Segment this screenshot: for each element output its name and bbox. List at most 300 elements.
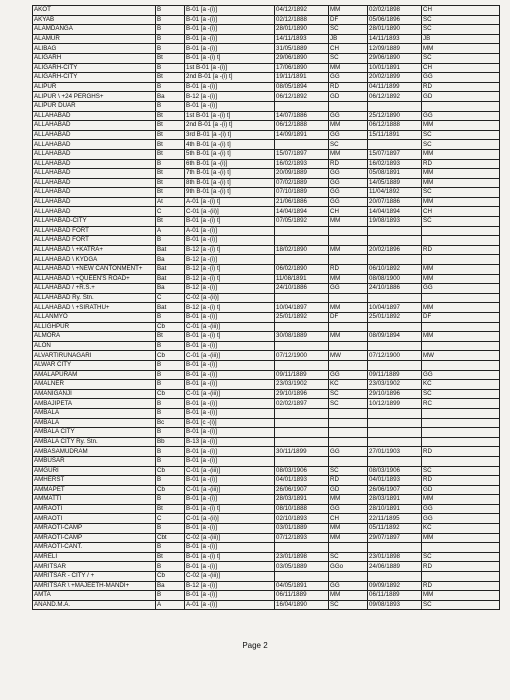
class-cell: B xyxy=(156,562,185,572)
class-cell: B xyxy=(156,15,185,25)
earliest-date-cell: 03/01/1889 xyxy=(275,524,329,534)
table-row xyxy=(33,351,500,361)
latest-date-cell: 06/10/1892 xyxy=(368,265,422,275)
class-cell: Bt xyxy=(156,121,185,131)
postmark-type-cell: 4th B-01 [a -(i) t] xyxy=(185,140,275,150)
earliest-initials-cell: MM xyxy=(329,217,368,227)
office-name-cell: ALLAHABAD-CITY xyxy=(33,217,156,227)
table-row xyxy=(33,380,500,390)
class-cell: B xyxy=(156,399,185,409)
latest-initials-cell: SC xyxy=(422,466,500,476)
table-row xyxy=(33,226,500,236)
earliest-initials-cell xyxy=(329,360,368,370)
earliest-initials-cell: RD xyxy=(329,265,368,275)
class-cell: Cb xyxy=(156,572,185,582)
office-name-cell: ALIPUR DUAR xyxy=(33,101,156,111)
class-cell: B xyxy=(156,6,185,16)
earliest-date-cell xyxy=(275,101,329,111)
latest-date-cell: 10/01/1891 xyxy=(368,63,422,73)
latest-date-cell xyxy=(368,408,422,418)
postmark-type-cell: B-01 [a -(i)] xyxy=(185,360,275,370)
postmark-type-cell: B-01 [a -(i)] xyxy=(185,6,275,16)
office-name-cell: ALLAHABAD xyxy=(33,149,156,159)
table-row xyxy=(33,130,500,140)
class-cell: B xyxy=(156,159,185,169)
latest-initials-cell: SC xyxy=(422,130,500,140)
postmark-type-cell: A-01 [a -(i)] xyxy=(185,600,275,610)
latest-date-cell: 24/06/1889 xyxy=(368,562,422,572)
office-name-cell: AMALNER xyxy=(33,380,156,390)
class-cell: B xyxy=(156,44,185,54)
earliest-date-cell: 14/04/1894 xyxy=(275,207,329,217)
latest-date-cell: 24/10/1886 xyxy=(368,284,422,294)
class-cell: A xyxy=(156,600,185,610)
earliest-initials-cell: GG xyxy=(329,447,368,457)
class-cell: Bc xyxy=(156,418,185,428)
earliest-date-cell xyxy=(275,543,329,553)
latest-initials-cell: MM xyxy=(422,44,500,54)
office-name-cell: ALVARTIRUNAGARI xyxy=(33,351,156,361)
class-cell: B xyxy=(156,313,185,323)
latest-date-cell: 05/06/1896 xyxy=(368,15,422,25)
postmark-type-cell: B-01 [a -(i)] xyxy=(185,591,275,601)
latest-date-cell: 28/01/1890 xyxy=(368,25,422,35)
earliest-initials-cell: JB xyxy=(329,34,368,44)
postmark-type-cell: C-02 [a -(iii)] xyxy=(185,533,275,543)
postmark-type-cell: B-12 [a -(i)] xyxy=(185,581,275,591)
earliest-date-cell: 08/10/1888 xyxy=(275,504,329,514)
earliest-initials-cell: MM xyxy=(329,591,368,601)
earliest-initials-cell xyxy=(329,428,368,438)
class-cell: Bt xyxy=(156,169,185,179)
table-row xyxy=(33,418,500,428)
table-row xyxy=(33,34,500,44)
earliest-date-cell: 08/03/1906 xyxy=(275,466,329,476)
earliest-date-cell: 23/01/1898 xyxy=(275,552,329,562)
latest-date-cell: 20/02/1896 xyxy=(368,245,422,255)
earliest-initials-cell: GG xyxy=(329,111,368,121)
class-cell: Bt xyxy=(156,149,185,159)
latest-date-cell: 06/11/1889 xyxy=(368,591,422,601)
latest-date-cell: 22/11/1895 xyxy=(368,514,422,524)
earliest-date-cell: 10/04/1897 xyxy=(275,303,329,313)
latest-initials-cell: CH xyxy=(422,63,500,73)
earliest-initials-cell: RD xyxy=(329,82,368,92)
table-row xyxy=(33,274,500,284)
earliest-initials-cell: GG xyxy=(329,169,368,179)
class-cell: C xyxy=(156,514,185,524)
office-name-cell: AMRELI xyxy=(33,552,156,562)
earliest-date-cell: 14/11/1893 xyxy=(275,34,329,44)
earliest-date-cell: 06/12/1888 xyxy=(275,121,329,131)
class-cell: B xyxy=(156,341,185,351)
latest-initials-cell xyxy=(422,226,500,236)
latest-initials-cell: SC xyxy=(422,15,500,25)
earliest-date-cell: 09/11/1889 xyxy=(275,370,329,380)
latest-initials-cell: MM xyxy=(422,178,500,188)
latest-date-cell: 05/08/1891 xyxy=(368,169,422,179)
earliest-date-cell xyxy=(275,437,329,447)
earliest-date-cell xyxy=(275,255,329,265)
latest-initials-cell: RD xyxy=(422,581,500,591)
class-cell: Bt xyxy=(156,111,185,121)
postmark-type-cell: B-01 [a -(i) t] xyxy=(185,332,275,342)
latest-initials-cell: RD xyxy=(422,159,500,169)
earliest-date-cell xyxy=(275,572,329,582)
office-name-cell: ALIPUR xyxy=(33,82,156,92)
office-name-cell: ALLAHABAD \ KYDGA xyxy=(33,255,156,265)
table-row xyxy=(33,236,500,246)
office-name-cell: AMBUSAR xyxy=(33,456,156,466)
earliest-date-cell: 16/04/1890 xyxy=(275,600,329,610)
postmark-type-cell: 9th B-01 [a -(i) t] xyxy=(185,188,275,198)
table-row xyxy=(33,284,500,294)
latest-initials-cell xyxy=(422,236,500,246)
latest-initials-cell xyxy=(422,428,500,438)
postmark-type-cell: B-01 [a -(i)] xyxy=(185,370,275,380)
latest-initials-cell xyxy=(422,418,500,428)
latest-initials-cell: SC xyxy=(422,600,500,610)
latest-date-cell xyxy=(368,341,422,351)
class-cell: Ba xyxy=(156,581,185,591)
table-row xyxy=(33,217,500,227)
class-cell: Bt xyxy=(156,188,185,198)
earliest-date-cell: 20/09/1889 xyxy=(275,169,329,179)
latest-date-cell: 04/11/1899 xyxy=(368,82,422,92)
table-row xyxy=(33,73,500,83)
earliest-initials-cell: MM xyxy=(329,524,368,534)
table-row xyxy=(33,370,500,380)
postmark-type-cell: 1st B-01 [a -(i)] xyxy=(185,63,275,73)
latest-date-cell: 14/05/1889 xyxy=(368,178,422,188)
office-name-cell: ALIPUR \ +24 PERGHS+ xyxy=(33,92,156,102)
earliest-date-cell: 03/05/1889 xyxy=(275,562,329,572)
class-cell: Bt xyxy=(156,53,185,63)
earliest-date-cell: 25/01/1892 xyxy=(275,313,329,323)
office-name-cell: AMMATTI xyxy=(33,495,156,505)
latest-initials-cell: MM xyxy=(422,303,500,313)
postmark-type-cell: B-01 [a -(i)] xyxy=(185,341,275,351)
latest-initials-cell: MM xyxy=(422,197,500,207)
class-cell: Bt xyxy=(156,332,185,342)
latest-initials-cell xyxy=(422,437,500,447)
latest-date-cell: 19/08/1893 xyxy=(368,217,422,227)
office-name-cell: AMTA xyxy=(33,591,156,601)
postmark-type-cell: B-12 [a -(i)] xyxy=(185,255,275,265)
postmark-type-cell: C-02 [a -(iii)] xyxy=(185,572,275,582)
latest-initials-cell: GD xyxy=(422,92,500,102)
office-name-cell: AMBALA xyxy=(33,408,156,418)
table-row xyxy=(33,255,500,265)
table-row xyxy=(33,265,500,275)
earliest-initials-cell: CH xyxy=(329,514,368,524)
postmark-type-cell: 3rd B-01 [a -(i) t] xyxy=(185,130,275,140)
earliest-date-cell xyxy=(275,428,329,438)
class-cell: B xyxy=(156,101,185,111)
latest-initials-cell xyxy=(422,255,500,265)
earliest-initials-cell: MW xyxy=(329,351,368,361)
latest-initials-cell: SC xyxy=(422,389,500,399)
earliest-date-cell: 04/05/1891 xyxy=(275,581,329,591)
latest-date-cell xyxy=(368,543,422,553)
postmark-type-cell: B-01 [a -(i)] xyxy=(185,101,275,111)
table-row xyxy=(33,159,500,169)
latest-initials-cell: DF xyxy=(422,313,500,323)
class-cell: Cb xyxy=(156,485,185,495)
earliest-initials-cell: MM xyxy=(329,533,368,543)
table-row xyxy=(33,572,500,582)
latest-date-cell: 14/04/1894 xyxy=(368,207,422,217)
class-cell: Cb xyxy=(156,466,185,476)
earliest-initials-cell: SC xyxy=(329,552,368,562)
earliest-initials-cell: SC xyxy=(329,53,368,63)
earliest-initials-cell: SC xyxy=(329,140,368,150)
earliest-initials-cell: GG xyxy=(329,197,368,207)
postmark-type-cell: 5th B-01 [a -(i) t] xyxy=(185,149,275,159)
postmark-type-cell: B-01 [c -(i)] xyxy=(185,418,275,428)
earliest-date-cell xyxy=(275,360,329,370)
table-row xyxy=(33,495,500,505)
postmark-type-cell: B-12 [a -(i)] xyxy=(185,92,275,102)
latest-initials-cell: KC xyxy=(422,524,500,534)
postmark-type-cell: B-13 [a -(i)] xyxy=(185,437,275,447)
class-cell: B xyxy=(156,63,185,73)
earliest-date-cell xyxy=(275,341,329,351)
earliest-initials-cell: RD xyxy=(329,476,368,486)
office-name-cell: ALIGARH-CITY xyxy=(33,63,156,73)
latest-date-cell: 15/07/1897 xyxy=(368,149,422,159)
earliest-date-cell: 08/05/1894 xyxy=(275,82,329,92)
office-name-cell: ALLANMYO xyxy=(33,313,156,323)
earliest-initials-cell xyxy=(329,226,368,236)
class-cell: B xyxy=(156,447,185,457)
postmark-type-cell: B-01 [a -(i)] xyxy=(185,495,275,505)
earliest-initials-cell: GD xyxy=(329,485,368,495)
earliest-date-cell: 28/03/1891 xyxy=(275,495,329,505)
class-cell: B xyxy=(156,236,185,246)
earliest-date-cell xyxy=(275,456,329,466)
latest-date-cell xyxy=(368,255,422,265)
latest-date-cell: 29/07/1897 xyxy=(368,533,422,543)
class-cell: Bt xyxy=(156,504,185,514)
postmark-type-cell: C-01 [a -(ii)] xyxy=(185,514,275,524)
earliest-date-cell: 16/02/1893 xyxy=(275,159,329,169)
class-cell: Bat xyxy=(156,245,185,255)
table-row xyxy=(33,6,500,16)
table-row xyxy=(33,53,500,63)
class-cell: B xyxy=(156,25,185,35)
table-row xyxy=(33,63,500,73)
earliest-date-cell: 07/12/1900 xyxy=(275,351,329,361)
office-name-cell: AMRITSAR xyxy=(33,562,156,572)
class-cell: Ba xyxy=(156,284,185,294)
class-cell: Bat xyxy=(156,274,185,284)
earliest-date-cell xyxy=(275,293,329,303)
earliest-initials-cell: MM xyxy=(329,495,368,505)
latest-initials-cell: RD xyxy=(422,476,500,486)
postmark-type-cell: B-01 [a -(i)] xyxy=(185,562,275,572)
earliest-date-cell: 17/06/1890 xyxy=(275,63,329,73)
earliest-date-cell xyxy=(275,236,329,246)
latest-date-cell: 09/09/1892 xyxy=(368,581,422,591)
latest-date-cell: 26/06/1907 xyxy=(368,485,422,495)
earliest-date-cell: 28/01/1890 xyxy=(275,25,329,35)
earliest-date-cell: 29/10/1896 xyxy=(275,389,329,399)
earliest-date-cell: 19/11/1891 xyxy=(275,73,329,83)
earliest-initials-cell: SC xyxy=(329,25,368,35)
earliest-initials-cell xyxy=(329,341,368,351)
latest-date-cell: 25/01/1892 xyxy=(368,313,422,323)
latest-date-cell: 08/09/1894 xyxy=(368,332,422,342)
earliest-initials-cell: GGo xyxy=(329,562,368,572)
class-cell: Cbt xyxy=(156,533,185,543)
table-row xyxy=(33,25,500,35)
latest-initials-cell xyxy=(422,408,500,418)
earliest-date-cell: 11/08/1891 xyxy=(275,274,329,284)
latest-date-cell xyxy=(368,437,422,447)
latest-date-cell: 20/02/1899 xyxy=(368,73,422,83)
class-cell: Ba xyxy=(156,92,185,102)
postmark-type-cell: 6th B-01 [a -(i)] xyxy=(185,159,275,169)
postmark-type-cell: C-01 [a -(ii)] xyxy=(185,207,275,217)
class-cell: Bt xyxy=(156,217,185,227)
earliest-date-cell: 06/12/1892 xyxy=(275,92,329,102)
table-row xyxy=(33,178,500,188)
earliest-initials-cell xyxy=(329,322,368,332)
table-row xyxy=(33,188,500,198)
latest-date-cell: 29/10/1896 xyxy=(368,389,422,399)
class-cell: B xyxy=(156,408,185,418)
earliest-date-cell: 29/06/1890 xyxy=(275,53,329,63)
table-row xyxy=(33,313,500,323)
latest-initials-cell: MM xyxy=(422,274,500,284)
latest-initials-cell: MM xyxy=(422,591,500,601)
postmark-type-cell: B-01 [a -(i)] xyxy=(185,236,275,246)
earliest-initials-cell xyxy=(329,408,368,418)
class-cell: B xyxy=(156,370,185,380)
table-row xyxy=(33,600,500,610)
office-name-cell: ALON xyxy=(33,341,156,351)
table-row xyxy=(33,169,500,179)
earliest-initials-cell xyxy=(329,255,368,265)
earliest-initials-cell: CH xyxy=(329,44,368,54)
earliest-date-cell: 02/10/1893 xyxy=(275,514,329,524)
earliest-initials-cell xyxy=(329,236,368,246)
earliest-initials-cell: GG xyxy=(329,130,368,140)
earliest-date-cell: 04/12/1892 xyxy=(275,6,329,16)
earliest-date-cell: 02/02/1897 xyxy=(275,399,329,409)
earliest-date-cell xyxy=(275,408,329,418)
earliest-date-cell: 15/07/1897 xyxy=(275,149,329,159)
office-name-cell: ALLAHABAD Ry. Stn. xyxy=(33,293,156,303)
latest-initials-cell: MM xyxy=(422,332,500,342)
office-name-cell: ALWAR CITY xyxy=(33,360,156,370)
class-cell: B xyxy=(156,524,185,534)
earliest-initials-cell: GG xyxy=(329,504,368,514)
ledger-sheet xyxy=(32,5,499,635)
class-cell: C xyxy=(156,293,185,303)
table-row xyxy=(33,322,500,332)
latest-initials-cell: GG xyxy=(422,284,500,294)
office-name-cell: ALLAHABAD xyxy=(33,111,156,121)
postmark-type-cell: B-01 [a -(i)] xyxy=(185,447,275,457)
class-cell: B xyxy=(156,34,185,44)
class-cell: B xyxy=(156,360,185,370)
latest-date-cell xyxy=(368,101,422,111)
table-row xyxy=(33,149,500,159)
latest-initials-cell: GG xyxy=(422,504,500,514)
office-name-cell: ALIGARH xyxy=(33,53,156,63)
latest-date-cell: 04/01/1893 xyxy=(368,476,422,486)
earliest-initials-cell xyxy=(329,293,368,303)
latest-date-cell: 23/01/1898 xyxy=(368,552,422,562)
office-name-cell: AMRAOTI-CAMP xyxy=(33,524,156,534)
postmark-type-cell: B-12 [a -(i) t] xyxy=(185,245,275,255)
class-cell: B xyxy=(156,428,185,438)
latest-initials-cell: GG xyxy=(422,111,500,121)
latest-date-cell: 08/08/1900 xyxy=(368,274,422,284)
postmark-type-cell: B-01 [a -(i)] xyxy=(185,408,275,418)
table-row xyxy=(33,303,500,313)
table-row xyxy=(33,466,500,476)
class-cell: Bt xyxy=(156,140,185,150)
table-row xyxy=(33,245,500,255)
latest-initials-cell: MM xyxy=(422,169,500,179)
office-name-cell: ALLAHABAD xyxy=(33,197,156,207)
earliest-date-cell: 30/08/1889 xyxy=(275,332,329,342)
earliest-initials-cell: SC xyxy=(329,399,368,409)
table-row xyxy=(33,92,500,102)
latest-initials-cell: GG xyxy=(422,73,500,83)
earliest-initials-cell xyxy=(329,101,368,111)
office-name-cell: ALLAHABAD xyxy=(33,188,156,198)
class-cell: Bb xyxy=(156,437,185,447)
class-cell: Ba xyxy=(156,255,185,265)
earliest-initials-cell: GG xyxy=(329,188,368,198)
postmark-type-cell: A-01 [a -(i) t] xyxy=(185,197,275,207)
earliest-initials-cell: GG xyxy=(329,73,368,83)
office-name-cell: AMHERST xyxy=(33,476,156,486)
latest-date-cell: 14/11/1893 xyxy=(368,34,422,44)
table-row xyxy=(33,552,500,562)
latest-initials-cell: JB xyxy=(422,34,500,44)
postmark-type-cell: B-01 [a -(i)] xyxy=(185,313,275,323)
table-row xyxy=(33,15,500,25)
earliest-initials-cell: GG xyxy=(329,581,368,591)
class-cell: B xyxy=(156,591,185,601)
earliest-date-cell: 26/06/1907 xyxy=(275,485,329,495)
latest-initials-cell: MM xyxy=(422,149,500,159)
latest-date-cell: 11/04/1892 xyxy=(368,188,422,198)
earliest-initials-cell: KC xyxy=(329,380,368,390)
latest-initials-cell: MM xyxy=(422,265,500,275)
latest-initials-cell xyxy=(422,322,500,332)
class-cell: A xyxy=(156,226,185,236)
office-name-cell: ALAMDANGA xyxy=(33,25,156,35)
office-name-cell: AMRAOTI xyxy=(33,504,156,514)
latest-initials-cell: SC xyxy=(422,25,500,35)
class-cell: Bt xyxy=(156,73,185,83)
earliest-date-cell: 07/12/1893 xyxy=(275,533,329,543)
office-name-cell: ALLAHABAD xyxy=(33,207,156,217)
earliest-date-cell xyxy=(275,322,329,332)
table-row xyxy=(33,543,500,553)
latest-date-cell: 05/11/1892 xyxy=(368,524,422,534)
latest-date-cell: 25/12/1890 xyxy=(368,111,422,121)
earliest-date-cell: 24/10/1886 xyxy=(275,284,329,294)
latest-date-cell: 12/09/1889 xyxy=(368,44,422,54)
office-name-cell: AMBALA CITY xyxy=(33,428,156,438)
